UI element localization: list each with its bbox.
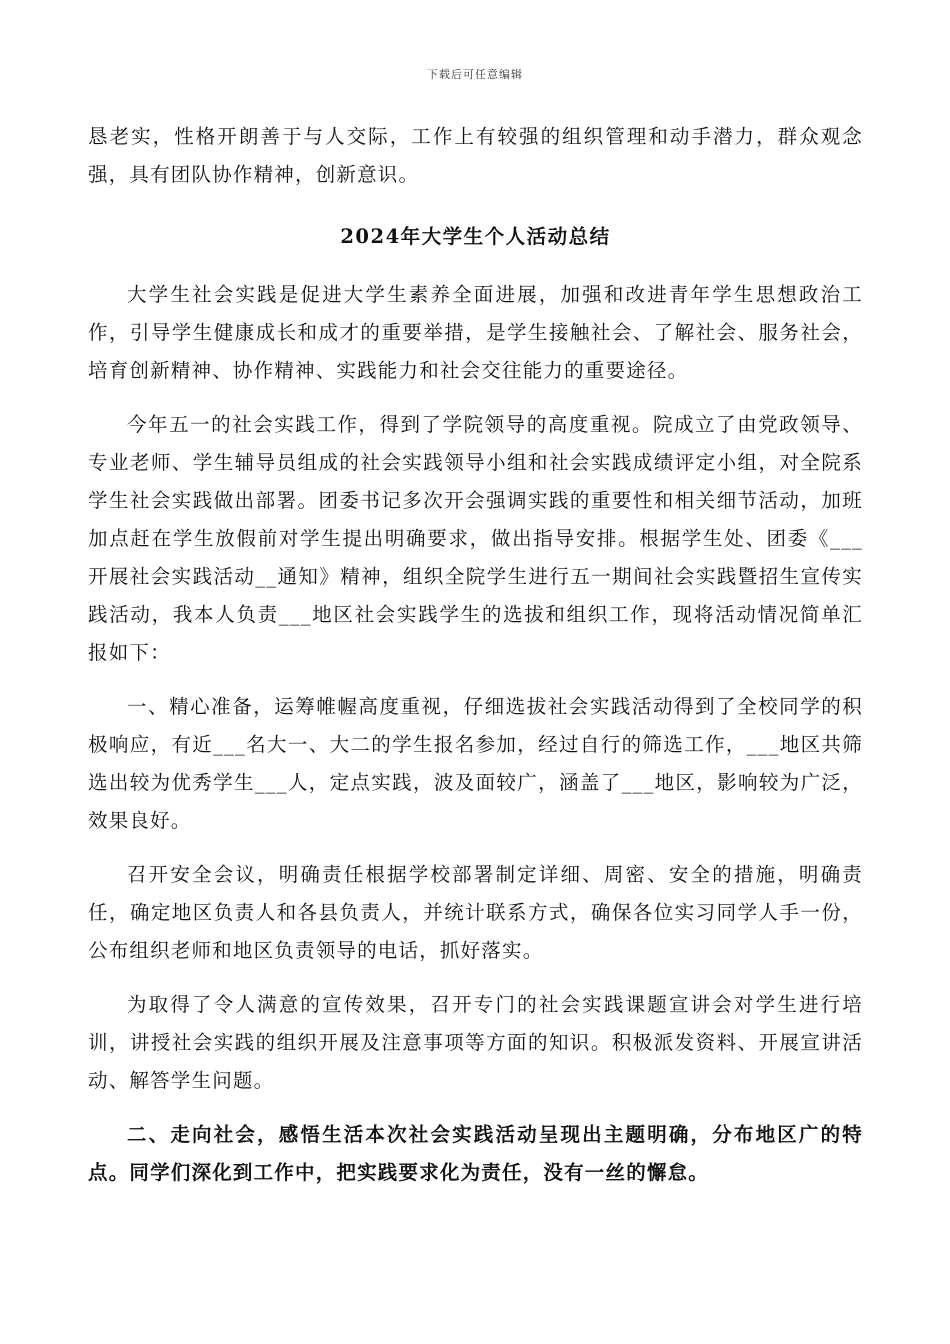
document-body [88, 118, 863, 1192]
document-title: 2024年大学生个人活动总结 [340, 225, 611, 248]
paragraph-publicity: 为取得了令人满意的宣传效果，召开专门的社会实践课题宣讲会对学生进行培训，讲授社会实践的组织开展及注意事项等方面的知识。积极派发资料、开展宣讲活动、解答学生问题。 [88, 993, 863, 1092]
paragraph-section-one: 一、精心准备，运筹帷幄高度重视，仔细选拔社会实践活动得到了全校同学的积极响应，有近___名大一、大二的学生报名参加，经过自行的筛选工作，___地区共筛选出较为优秀学生___人，定点实践，波及面较广，涵盖了___地区，影响较为广泛，效果良好。 [88, 695, 863, 832]
paragraph-safety-meeting: 召开安全会议，明确责任根据学校部署制定详细、周密、安全的措施，明确责任，确定地区负责人和各县负责人，并统计联系方式，确保各位实习同学人手一份，公布组织老师和地区负责领导的电话，抓好落实。 [88, 863, 863, 962]
continuation-paragraph: 恳老实，性格开朗善于与人交际，工作上有较强的组织管理和动手潜力，群众观念强，具有团队协作精神，创新意识。 [88, 125, 863, 186]
header-note: 下载后可任意编辑 [427, 68, 523, 81]
paragraph-may-day: 今年五一的社会实践工作，得到了学院领导的高度重视。院成立了由党政领导、专业老师、学生辅导员组成的社会实践领导小组和社会实践成绩评定小组，对全院系学生社会实践做出部署。团委书记多次开会强调实践的重要性和相关细节活动，加班加点赶在学生放假前对学生提出明确要求，做出指导安排。根据学生处、团委《___开展社会实践活动__通知》精神，组织全院学生进行五一期间社会实践暨招生宣传实践活动，我本人负责___地区社会实践学生的选拔和组织工作，现将活动情况简单汇报如下： [88, 413, 863, 664]
paragraph-intro: 大学生社会实践是促进大学生素养全面进展，加强和改进青年学生思想政治工作，引导学生健康成长和成才的重要举措，是学生接触社会、了解社会、服务社会，培育创新精神、协作精神、实践能力和社会交往能力的重要途径。 [88, 283, 863, 382]
paragraph-section-two: 二、走向社会，感悟生活本次社会实践活动呈现出主题明确，分布地区广的特点。同学们深化到工作中，把实践要求化为责任，没有一丝的懈怠。 [88, 1123, 863, 1184]
